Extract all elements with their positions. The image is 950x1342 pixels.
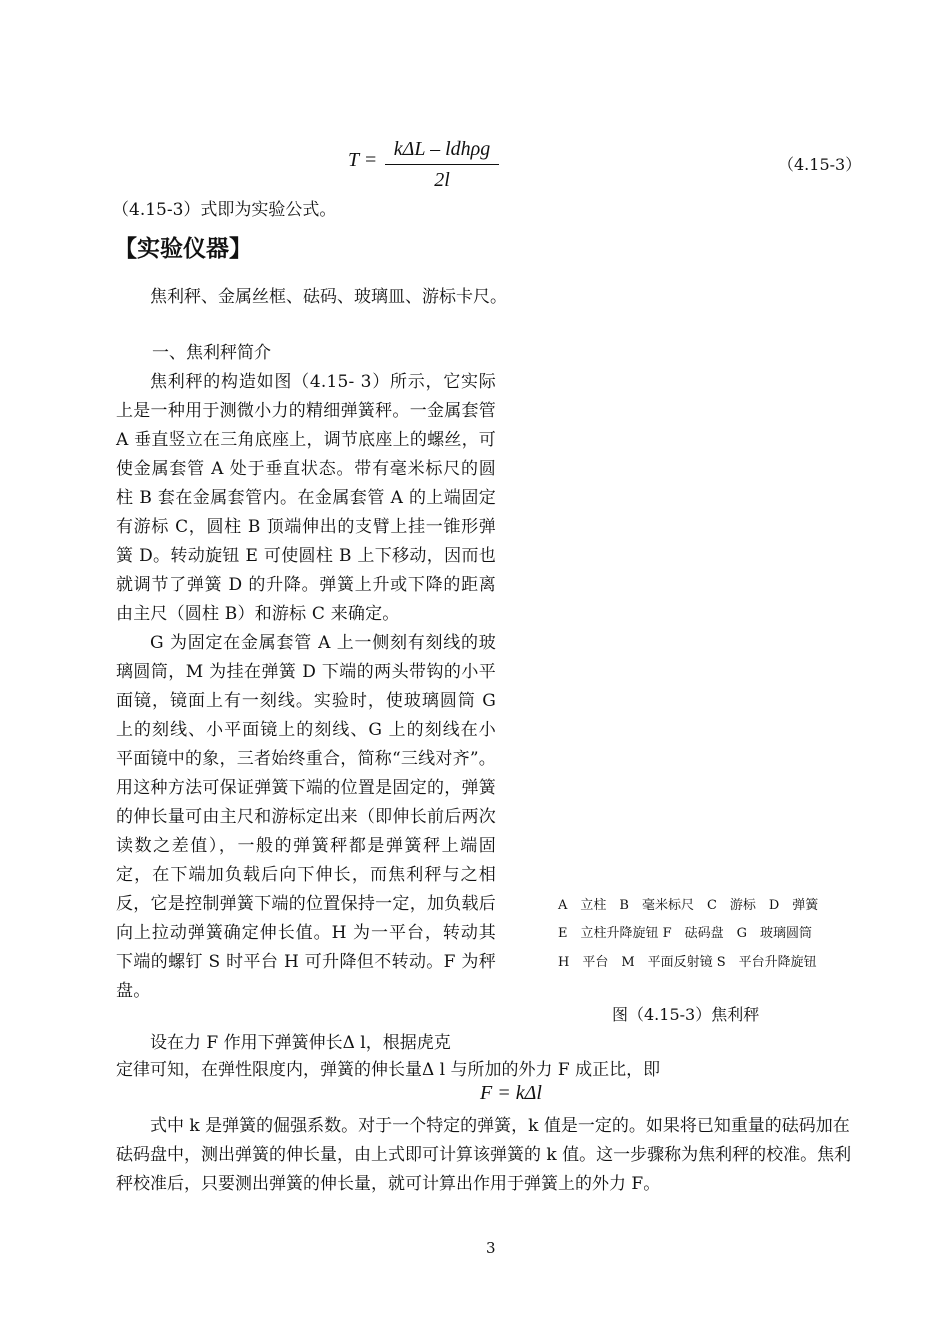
paragraph-three-lines: G 为固定在金属套管 A 上一侧刻有刻线的玻璃圆筒，M 为挂在弹簧 D 下端的两头带钩的小平面镜，镜面上有一刻线。实验时，使玻璃圆筒 G 上的刻线、小平面镜上的刻线、G 上的刻线在小平面镜中的象，三者始终重合，简称“三线对齐”。用这种方法可保证弹簧下端的位置是固定的，弹簧的伸长量可由主尺和游标定出来（即伸长前后两次读数之差值），一般的弹簧秤都是弹簧秤上端固定，在下端加负载后向下伸长，而焦利秤与之相反，它是控制弹簧下端的位置保持一定，加负载后向上拉动弹簧确定伸长值。H 为一平台，转动其下端的螺钉 S 时平台 H 可升降但不转动。F 为秤盘。: [116, 633, 496, 1001]
legend-row-3: H 平台 M 平面反射镜 S 平台升降旋钮: [558, 955, 817, 970]
formula-note: （4.15-3）式即为实验公式。: [112, 200, 337, 220]
formula-lhs: T =: [348, 149, 378, 171]
paragraph-calibration: 式中 k 是弹簧的倔强系数。对于一个特定的弹簧，k 值是一定的。如果将已知重量的砝码加在砝码盘中，测出弹簧的伸长量，由上式即可计算该弹簧的 k 值。这一步骤称为焦利秤的校准。焦利秤校准后，只要测出弹簧的伸长量，就可计算出作用于弹簧上的外力 F。: [116, 1116, 852, 1194]
subheading: 一、焦利秤简介: [152, 343, 271, 363]
formula-denominator: 2l: [434, 169, 450, 191]
legend-row-2: E 立柱升降旋钮 F 砝码盘 G 玻璃圆筒: [558, 926, 813, 941]
left-column: [116, 368, 496, 1006]
hooke-line-1: 设在力 F 作用下弹簧伸长Δ l，根据虎克: [150, 1033, 451, 1053]
formula-number: （4.15-3）: [778, 155, 862, 174]
fraction-bar: [385, 164, 499, 165]
formula-numerator: kΔL – ldhρg: [393, 138, 491, 160]
figure-caption: 图（4.15-3）焦利秤: [612, 1005, 760, 1024]
formula-hooke: F = kΔl: [480, 1082, 542, 1104]
paragraph-structure: 焦利秤的构造如图（4.15- 3）所示，它实际上是一种用于测微小力的精细弹簧秤。一金属套管 A 垂直竖立在三角底座上，调节底座上的螺丝，可使金属套管 A 处于垂直状态。带有毫米标尺的圆柱 B 套在金属套管内。在金属套管 A 的上端固定有游标 C，圆柱 B 顶端伸出的支臂上挂一锥形弹簧 D。转动旋钮 E 可使圆柱 B 上下移动，因而也就调节了弹簧 D 的升降。弹簧上升或下降的距离由主尺（圆柱 B）和游标 C 来确定。: [116, 372, 496, 624]
last-paragraph-block: [116, 1112, 856, 1199]
formula-fraction: [385, 138, 499, 192]
section-heading: 【实验仪器】: [114, 236, 252, 262]
legend-row-1: A 立柱 B 毫米标尺 C 游标 D 弹簧: [558, 898, 819, 913]
page-number: 3: [486, 1239, 496, 1257]
hooke-line-2: 定律可知，在弹性限度内，弹簧的伸长量Δ l 与所加的外力 F 成正比，即: [116, 1060, 661, 1080]
instruments-list: 焦利秤、金属丝框、砝码、玻璃皿、游标卡尺。: [150, 287, 507, 307]
